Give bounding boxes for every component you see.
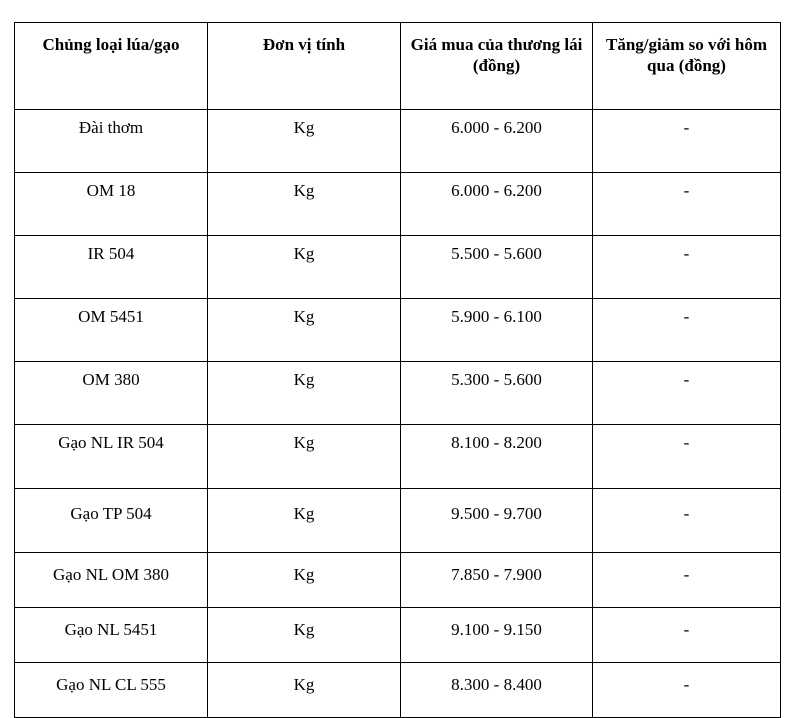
cell-price: 7.850 - 7.900 (401, 553, 593, 608)
cell-price: 6.000 - 6.200 (401, 173, 593, 236)
cell-price: 5.900 - 6.100 (401, 299, 593, 362)
header-unit: Đơn vị tính (208, 23, 401, 110)
cell-rice-type: Gạo NL CL 555 (15, 663, 208, 718)
cell-change: - (593, 608, 781, 663)
table-row (15, 362, 781, 425)
header-buy-price: Giá mua của thương lái (đồng) (401, 23, 593, 110)
header-change: Tăng/giảm so với hôm qua (đồng) (593, 23, 781, 110)
cell-price: 6.000 - 6.200 (401, 110, 593, 173)
cell-change: - (593, 299, 781, 362)
table-header-row (15, 23, 781, 110)
cell-unit: Kg (208, 425, 401, 489)
cell-change: - (593, 173, 781, 236)
table-row (15, 173, 781, 236)
cell-unit: Kg (208, 553, 401, 608)
table-row (15, 553, 781, 608)
cell-change: - (593, 362, 781, 425)
cell-rice-type: Gạo NL IR 504 (15, 425, 208, 489)
cell-change: - (593, 553, 781, 608)
table-row (15, 608, 781, 663)
cell-rice-type: OM 380 (15, 362, 208, 425)
cell-price: 8.100 - 8.200 (401, 425, 593, 489)
cell-price: 9.500 - 9.700 (401, 489, 593, 553)
table-row (15, 236, 781, 299)
cell-change: - (593, 425, 781, 489)
cell-change: - (593, 110, 781, 173)
cell-change: - (593, 236, 781, 299)
cell-unit: Kg (208, 299, 401, 362)
cell-unit: Kg (208, 173, 401, 236)
cell-unit: Kg (208, 110, 401, 173)
cell-unit: Kg (208, 663, 401, 718)
cell-price: 5.500 - 5.600 (401, 236, 593, 299)
table-row (15, 489, 781, 553)
cell-rice-type: Gạo TP 504 (15, 489, 208, 553)
table-row (15, 663, 781, 718)
cell-rice-type: Đài thơm (15, 110, 208, 173)
cell-price: 5.300 - 5.600 (401, 362, 593, 425)
cell-rice-type: IR 504 (15, 236, 208, 299)
header-rice-type: Chủng loại lúa/gạo (15, 23, 208, 110)
cell-price: 9.100 - 9.150 (401, 608, 593, 663)
cell-price: 8.300 - 8.400 (401, 663, 593, 718)
cell-unit: Kg (208, 362, 401, 425)
cell-rice-type: Gạo NL 5451 (15, 608, 208, 663)
cell-rice-type: OM 5451 (15, 299, 208, 362)
cell-unit: Kg (208, 236, 401, 299)
cell-unit: Kg (208, 608, 401, 663)
cell-change: - (593, 663, 781, 718)
table-row (15, 425, 781, 489)
rice-price-table (14, 22, 781, 718)
cell-rice-type: Gạo NL OM 380 (15, 553, 208, 608)
table-row (15, 299, 781, 362)
cell-unit: Kg (208, 489, 401, 553)
table-row (15, 110, 781, 173)
cell-change: - (593, 489, 781, 553)
cell-rice-type: OM 18 (15, 173, 208, 236)
